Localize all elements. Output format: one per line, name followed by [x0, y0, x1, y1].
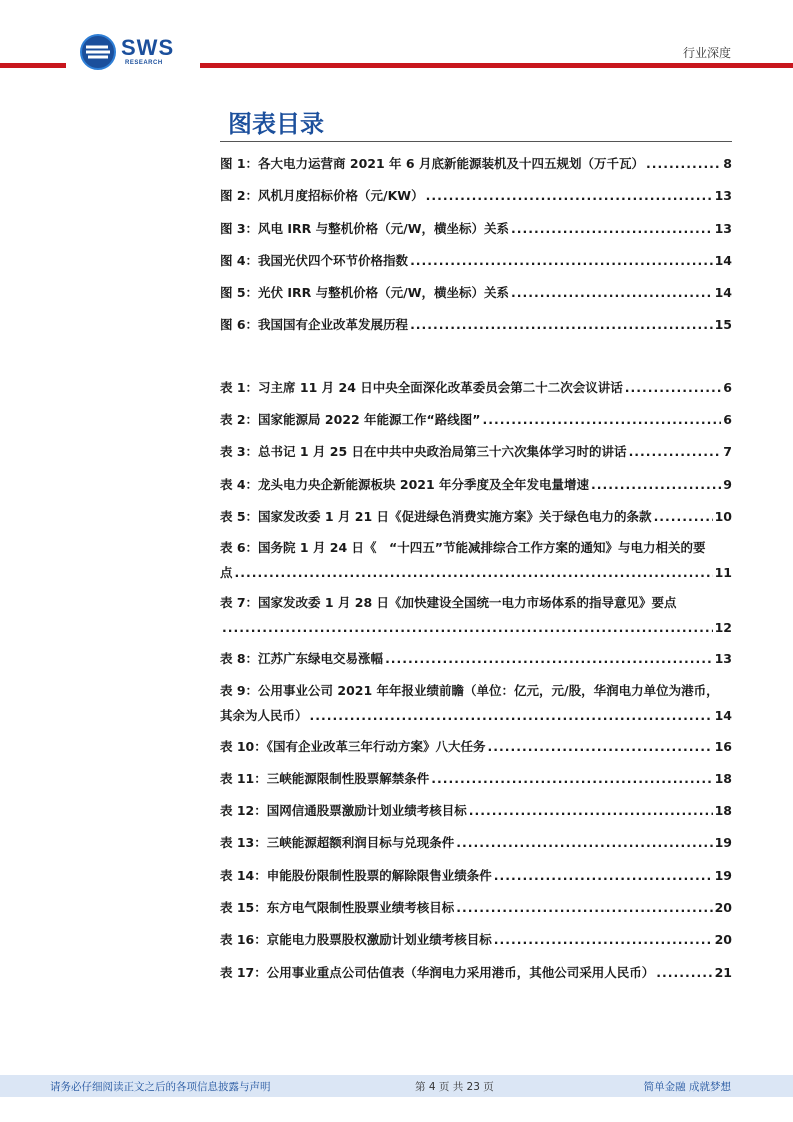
toc-figure-5[interactable]: 图 5：光伏 IRR 与整机价格（元/W，横坐标）关系 ..... 14	[220, 279, 732, 311]
toc-table-17[interactable]: 表 17：公用事业重点公司估值表（华润电力采用港币，其他公司采用人民币） ..... 21	[220, 959, 732, 991]
sws-logo	[80, 33, 190, 73]
title-divider	[220, 141, 732, 142]
toc-figure-6[interactable]: 图 6：我国国有企业改革发展历程 ..... 15	[220, 311, 732, 343]
toc-table-15[interactable]: 表 15：东方电气限制性股票业绩考核目标 ..... 20	[220, 894, 732, 926]
footer-page-number: 第 4 页 共 23 页	[415, 1081, 494, 1093]
logo-subtext: RESEARCH	[125, 60, 163, 66]
toc-figure-4[interactable]: 图 4：我国光伏四个环节价格指数 ..... 14	[220, 247, 732, 279]
toc-table-1[interactable]: 表 1：习主席 11 月 24 日中央全面深化改革委员会第二十二次会议讲话 ..... 6	[220, 374, 732, 406]
toc-table-9-line1: 表 9：公用事业公司 2021 年年报业绩前瞻（单位：亿元，元/股，华润电力单位为港币，	[220, 682, 719, 698]
footer-disclaimer: 请务必仔细阅读正文之后的各项信息披露与声明	[50, 1081, 271, 1093]
toc-table-13[interactable]: 表 13：三峡能源超额利润目标与兑现条件 ..... 19	[220, 829, 732, 861]
toc-table-10[interactable]: 表 10：《国有企业改革三年行动方案》八大任务 ..... 16	[220, 733, 732, 765]
header-rule-left	[0, 63, 66, 68]
header-rule-right	[200, 63, 793, 68]
toc-table-11[interactable]: 表 11：三峡能源限制性股票解禁条件 ..... 18	[220, 765, 732, 797]
toc-table-7[interactable]: 表 7：国家发改委 1 月 28 日《加快建设全国统一电力市场体系的指导意见》要点 ..... 12	[220, 590, 732, 645]
toc-table-8[interactable]: 表 8：江苏广东绿电交易涨幅 ..... 13	[220, 645, 732, 677]
toc-figure-2[interactable]: 图 2：风机月度招标价格（元/KW） ..... 13	[220, 182, 732, 214]
report-type-tag: 行业深度	[682, 46, 731, 60]
page-title: 图表目录	[228, 110, 324, 138]
toc-list	[220, 150, 732, 991]
sws-logo-icon	[80, 34, 116, 70]
toc-table-6-line1: 表 6：国务院 1 月 24 日《 “十四五”节能减排综合工作方案的通知》与电力相关的要	[220, 540, 706, 556]
toc-table-5[interactable]: 表 5：国家发改委 1 月 21 日《促进绿色消费实施方案》关于绿色电力的条款 ..... 10	[220, 503, 732, 535]
toc-table-6[interactable]: 表 6：国务院 1 月 24 日《 “十四五”节能减排综合工作方案的通知》与电力相关的要 点 ..... 11	[220, 535, 732, 590]
toc-table-7-line1: 表 7：国家发改委 1 月 28 日《加快建设全国统一电力市场体系的指导意见》要点	[220, 595, 677, 611]
footer-bar	[0, 1075, 793, 1097]
toc-table-9[interactable]: 表 9：公用事业公司 2021 年年报业绩前瞻（单位：亿元，元/股，华润电力单位为港币， 其余为人民币） ..... 14	[220, 678, 732, 733]
toc-table-16[interactable]: 表 16：京能电力股票股权激励计划业绩考核目标 ..... 20	[220, 926, 732, 958]
toc-figure-3[interactable]: 图 3：风电 IRR 与整机价格（元/W，横坐标）关系 ..... 13	[220, 215, 732, 247]
toc-table-4[interactable]: 表 4：龙头电力央企新能源板块 2021 年分季度及全年发电量增速 ..... 9	[220, 471, 732, 503]
toc-table-9-line2: 其余为人民币）	[220, 707, 308, 723]
toc-table-3[interactable]: 表 3：总书记 1 月 25 日在中共中央政治局第三十六次集体学习时的讲话 ..... 7	[220, 438, 732, 470]
toc-figure-1[interactable]: 图 1：各大电力运营商 2021 年 6 月底新能源装机及十四五规划（万千瓦） ..... 8	[220, 150, 732, 182]
logo-text: SWS	[121, 35, 175, 60]
toc-table-6-line2: 点	[220, 565, 233, 581]
toc-table-14[interactable]: 表 14：申能股份限制性股票的解除限售业绩条件 ..... 19	[220, 862, 732, 894]
toc-table-12[interactable]: 表 12：国网信通股票激励计划业绩考核目标 ..... 18	[220, 797, 732, 829]
toc-table-2[interactable]: 表 2：国家能源局 2022 年能源工作“路线图” ..... 6	[220, 406, 732, 438]
footer-slogan: 简单金融 成就梦想	[643, 1081, 731, 1093]
